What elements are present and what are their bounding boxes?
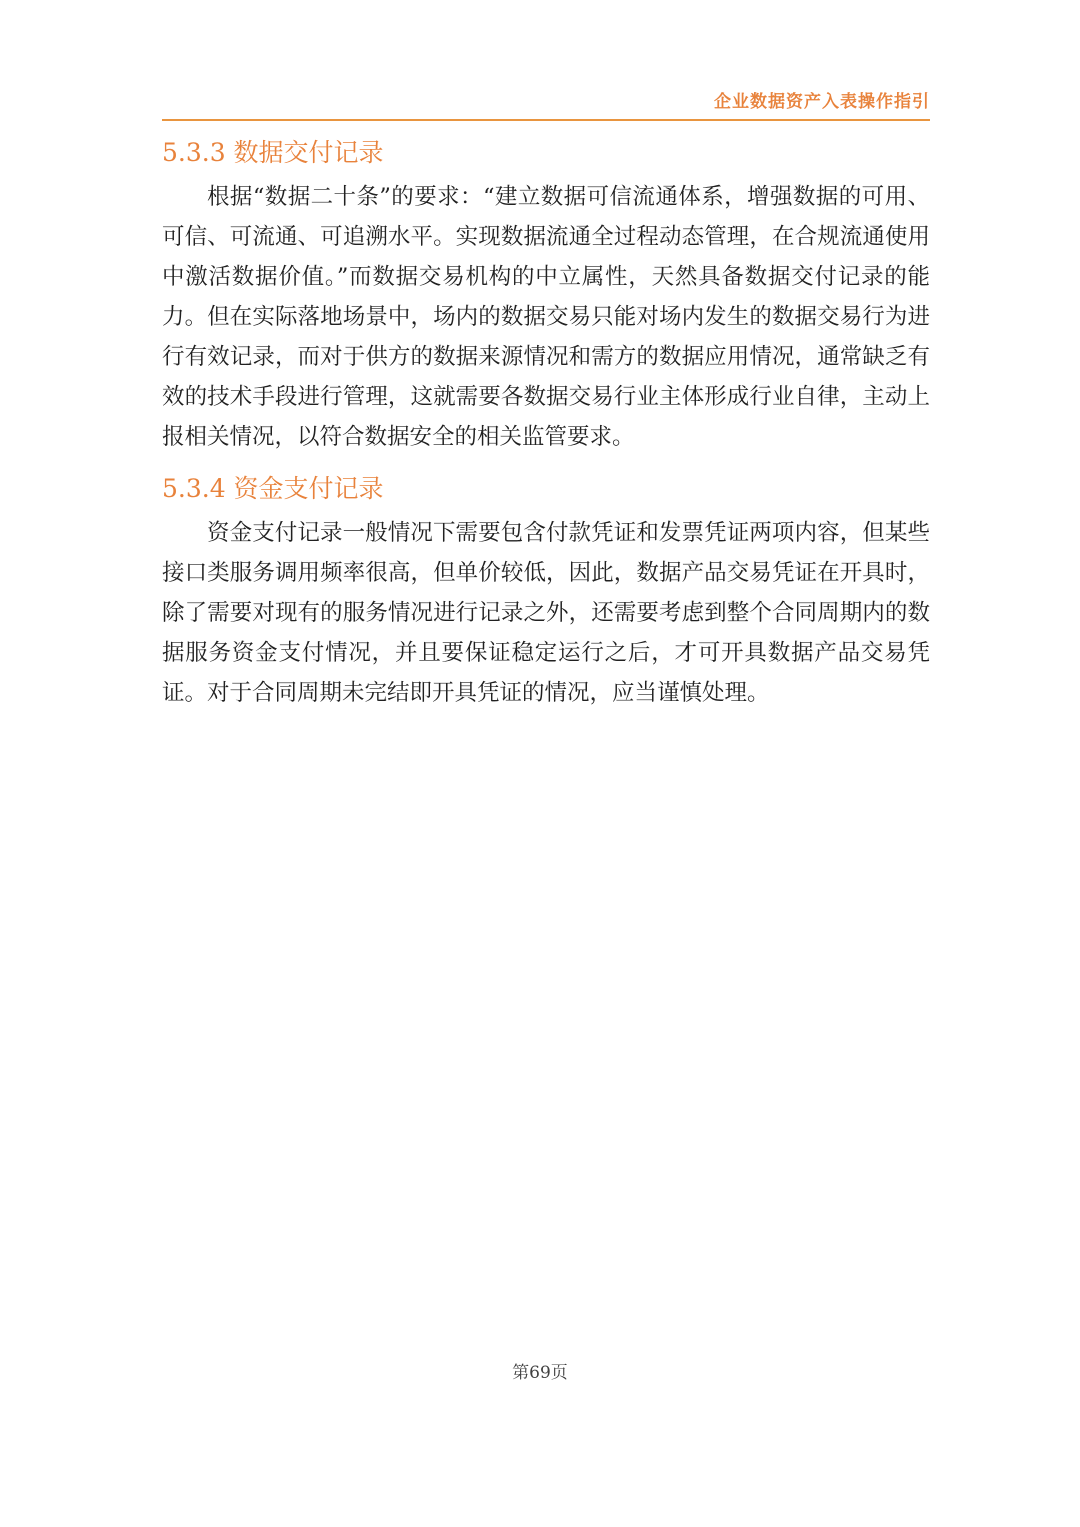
section-5-3-4	[162, 472, 930, 713]
header-title: 企业数据资产入表操作指引	[714, 92, 930, 112]
section-paragraph: 资金支付记录一般情况下需要包含付款凭证和发票凭证两项内容，但某些接口类服务调用频率很高，但单价较低，因此，数据产品交易凭证在开具时，除了需要对现有的服务情况进行记录之外，还需要考虑到整个合同周期内的数据服务资金支付情况，并且要保证稳定运行之后，才可开具数据产品交易凭证。对于合同周期未完结即开具凭证的情况，应当谨慎处理。	[162, 520, 930, 706]
page-footer	[0, 1362, 1080, 1384]
page-content	[0, 0, 1080, 713]
section-heading-data-delivery-records: 5.3.3 数据交付记录	[162, 138, 384, 167]
page-number: 第69页	[512, 1363, 568, 1383]
section-paragraph: 根据“数据二十条”的要求：“建立数据可信流通体系，增强数据的可用、可信、可流通、可追溯水平。实现数据流通全过程动态管理，在合规流通使用中激活数据价值。”而数据交易机构的中立属性，天然具备数据交付记录的能力。但在实际落地场景中，场内的数据交易只能对场内发生的数据交易行为进行有效记录，而对于供方的数据来源情况和需方的数据应用情况，通常缺乏有效的技术手段进行管理，这就需要各数据交易行业主体形成行业自律，主动上报相关情况，以符合数据安全的相关监管要求。	[162, 184, 930, 450]
document-body	[162, 136, 930, 713]
section-heading-payment-records: 5.3.4 资金支付记录	[162, 474, 384, 503]
page-header	[162, 0, 930, 121]
header-rule	[162, 119, 930, 121]
section-5-3-3	[162, 136, 930, 457]
